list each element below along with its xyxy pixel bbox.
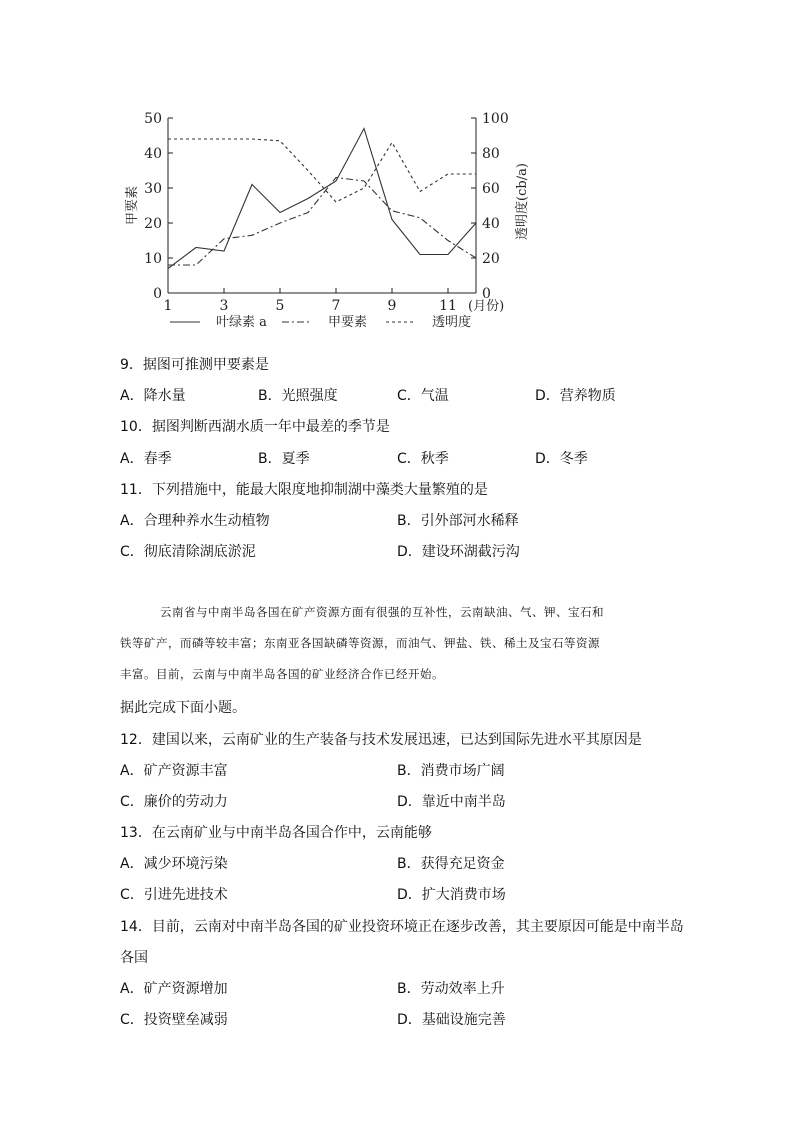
x-tick-label: 9 <box>387 298 397 314</box>
question-12-option-b[interactable]: B．消费市场广阔 <box>397 763 505 779</box>
right-tick-label: 0 <box>482 286 491 302</box>
question-14-option-c[interactable]: C．投资壁垒减弱 <box>120 1012 228 1028</box>
x-tick-label: 7 <box>331 298 341 314</box>
passage-line-2: 铁等矿产，而磷等较丰富；东南亚各国缺磷等资源，而油气、钾盐、铁、稀土及宝石等资源 <box>120 636 600 650</box>
x-tick-label: 11 <box>439 298 457 314</box>
x-tick-label: 1 <box>163 298 173 314</box>
question-11-option-b[interactable]: B．引外部河水稀释 <box>397 513 519 529</box>
question-9-option-c[interactable]: C．气温 <box>397 388 449 404</box>
question-10-stem: 10．据图判断西湖水质一年中最差的季节是 <box>120 419 390 435</box>
reading-passage <box>120 597 680 690</box>
right-tick-label: 40 <box>482 216 500 232</box>
question-13-option-d[interactable]: D．扩大消费市场 <box>397 887 506 903</box>
question-10-option-a[interactable]: A．春季 <box>120 451 172 467</box>
right-tick-label: 20 <box>482 251 500 267</box>
question-14-option-b[interactable]: B．劳动效率上升 <box>397 981 505 997</box>
passage-line-3: 丰富。目前，云南与中南半岛各国的矿业经济合作已经开始。 <box>120 667 444 681</box>
question-14-option-a[interactable]: A．矿产资源增加 <box>120 981 228 997</box>
series-line-2 <box>168 178 476 266</box>
right-axis-title: 透明度(cb/a) <box>515 163 530 240</box>
line-chart <box>118 104 538 342</box>
question-9-option-b[interactable]: B．光照强度 <box>258 388 338 404</box>
question-12-option-c[interactable]: C．廉价的劳动力 <box>120 794 228 810</box>
right-tick-label: 100 <box>482 111 509 127</box>
question-10-option-b[interactable]: B．夏季 <box>258 451 310 467</box>
right-tick-label: 60 <box>482 181 500 197</box>
right-tick-label: 80 <box>482 146 500 162</box>
legend-label-1: 叶绿素 a <box>216 315 267 330</box>
legend-label-2: 甲要素 <box>328 315 368 330</box>
left-tick-label: 0 <box>153 286 162 302</box>
left-tick-label: 10 <box>144 251 162 267</box>
question-12-option-d[interactable]: D．靠近中南半岛 <box>397 794 506 810</box>
question-9-option-a[interactable]: A．降水量 <box>120 388 186 404</box>
question-13-option-c[interactable]: C．引进先进技术 <box>120 887 228 903</box>
question-10-option-c[interactable]: C．秋季 <box>397 451 449 467</box>
left-tick-label: 30 <box>144 181 162 197</box>
passage-instruction: 据此完成下面小题。 <box>120 700 246 716</box>
question-14-stem-line-1: 14．目前，云南对中南半岛各国的矿业投资环境正在逐步改善，其主要原因可能是中南半岛 <box>120 919 684 935</box>
left-axis-title: 甲要素 <box>125 185 140 226</box>
x-tick-label: 5 <box>275 298 285 314</box>
question-13-option-b[interactable]: B．获得充足资金 <box>397 856 505 872</box>
x-tick-label: 3 <box>219 298 229 314</box>
legend-label-3: 透明度 <box>432 315 472 330</box>
question-14-option-d[interactable]: D．基础设施完善 <box>397 1012 506 1028</box>
question-13-option-a[interactable]: A．减少环境污染 <box>120 856 228 872</box>
question-12-stem: 12．建国以来，云南矿业的生产装备与技术发展迅速，已达到国际先进水平其原因是 <box>120 732 642 748</box>
x-unit-label: (月份) <box>468 299 505 314</box>
question-11-option-d[interactable]: D．建设环湖截污沟 <box>397 544 520 560</box>
question-12-option-a[interactable]: A．矿产资源丰富 <box>120 763 228 779</box>
question-14-stem-line-2: 各国 <box>120 950 148 966</box>
question-9-option-d[interactable]: D．营养物质 <box>535 388 616 404</box>
passage-line-1: 云南省与中南半岛各国在矿产资源方面有很强的互补性，云南缺油、气、钾、宝石和 <box>160 605 604 619</box>
question-10-option-d[interactable]: D．冬季 <box>535 451 588 467</box>
question-11-option-a[interactable]: A．合理种养水生动植物 <box>120 513 270 529</box>
question-13-stem: 13．在云南矿业与中南半岛各国合作中，云南能够 <box>120 825 432 841</box>
left-tick-label: 20 <box>144 216 162 232</box>
question-11-option-c[interactable]: C．彻底清除湖底淤泥 <box>120 544 256 560</box>
series-line-1 <box>168 129 476 269</box>
left-tick-label: 40 <box>144 146 162 162</box>
left-tick-label: 50 <box>144 111 162 127</box>
series-line-3 <box>168 139 476 202</box>
question-11-stem: 11．下列措施中，能最大限度地抑制湖中藻类大量繁殖的是 <box>120 482 488 498</box>
question-9-stem: 9．据图可推测甲要素是 <box>120 357 269 373</box>
